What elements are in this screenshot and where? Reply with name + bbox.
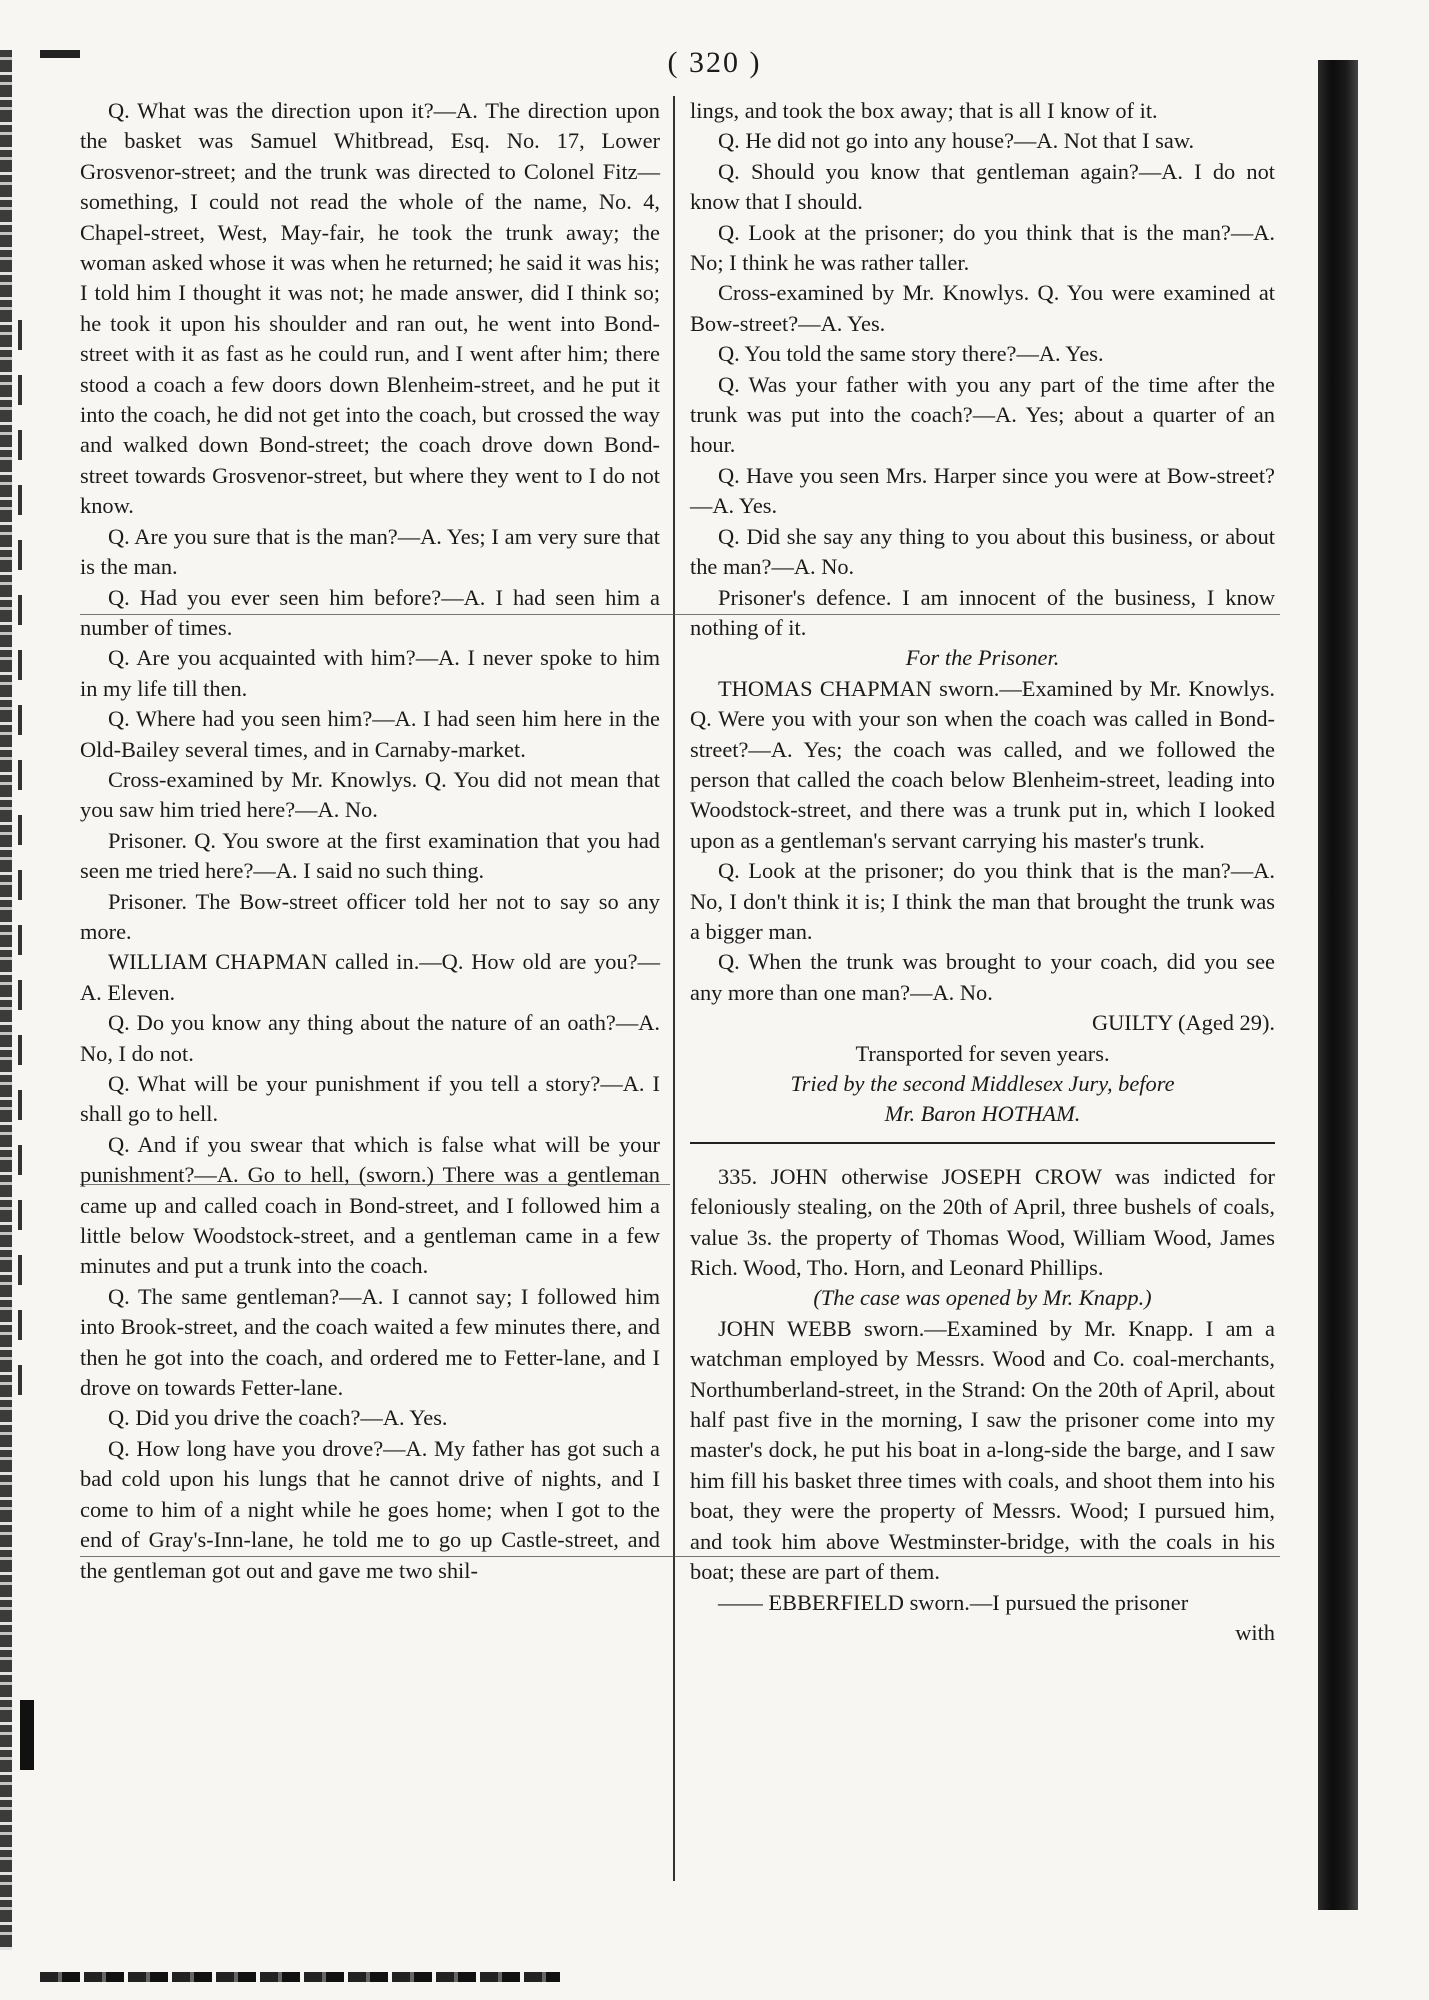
paragraph: Q. Do you know any thing about the nature of an oath?—A. No, I do not. bbox=[80, 1010, 660, 1066]
paragraph: Q. He did not go into any house?—A. Not that I saw. bbox=[718, 128, 1195, 154]
paragraph: Q. Did she say any thing to you about this business, or about the man?—A. No. bbox=[690, 523, 1275, 580]
paragraph: —— EBBERFIELD sworn.—I pursued the prisoner bbox=[718, 1589, 1189, 1615]
paragraph: Q. Have you seen Mrs. Harper since you were at Bow-street?—A. Yes. bbox=[690, 462, 1275, 519]
left-column bbox=[80, 96, 660, 1586]
paragraph: Q. How long have you drove?—A. My father has got such a bad cold upon his lungs that he cannot drive of nights, and I come to him of a night while he goes home; when I got to the end of Gray's-Inn-lane, he told me to go up Castle-street, and the gentleman got out and gave me two shil- bbox=[80, 1435, 660, 1583]
paragraph: Q. Had you ever seen him before?—A. I had seen him a number of times. bbox=[80, 584, 660, 640]
paragraph: Cross-examined by Mr. Knowlys. Q. You did not mean that you saw him tried here?—A. No. bbox=[80, 766, 660, 823]
paragraph: Cross-examined by Mr. Knowlys. Q. You were examined at Bow-street?—A. Yes. bbox=[690, 280, 1275, 336]
paragraph: WILLIAM CHAPMAN called in.—Q. How old are you?—A. Eleven. bbox=[80, 949, 660, 1005]
paragraph: Q. The same gentleman?—A. I cannot say; I followed him into Brook-street, and the coach waited a few minutes there, and then he got into the coach, and ordered me to Fetter-lane, and I drove on towards Fetter-lane. bbox=[80, 1283, 660, 1401]
section-heading: For the Prisoner. bbox=[905, 645, 1060, 671]
paragraph: Prisoner. The Bow-street officer told her not to say so any more. bbox=[80, 888, 660, 944]
case-heading: 335. JOHN otherwise JOSEPH CROW was indicted for feloniously stealing, on the 20th of April, three bushels of coals, value 3s. the property of Thomas Wood, William Wood, James Rich. Wood, Tho. Horn, and Leonard Phillips. bbox=[690, 1163, 1275, 1281]
paragraph: Prisoner. Q. You swore at the first examination that you had seen me tried here?—A. I said no such thing. bbox=[80, 827, 660, 884]
paragraph: Q. You told the same story there?—A. Yes. bbox=[718, 341, 1104, 367]
paragraph: Q. What will be your punishment if you tell a story?—A. I shall go to hell. bbox=[80, 1071, 660, 1127]
scan-edge-left bbox=[0, 50, 12, 1950]
scan-edge-artifact bbox=[18, 320, 22, 1420]
page-number: ( 320 ) bbox=[667, 46, 762, 79]
sentence: Transported for seven years. bbox=[855, 1040, 1110, 1066]
paragraph: Q. When the trunk was brought to your coach, did you see any more than one man?—A. No. bbox=[690, 949, 1275, 1005]
paragraph: Q. Should you know that gentleman again?—A. I do not know that I should. bbox=[690, 158, 1275, 215]
paragraph: JOHN WEBB sworn.—Examined by Mr. Knapp. I am a watchman employed by Messrs. Wood and Co. coal-merchants, Northumberland-street, in the Strand: On the 20th of April, about half past five in the morning, I saw the prisoner come into my master's dock, he put his boat in a-long-side the barge, and I saw him fill his basket three times with coals, and shoot them into his boat, they were the property of Messrs. Wood; I pursued him, and took him above Westminster-bridge, with the coals in his boat; these are part of them. bbox=[690, 1315, 1275, 1585]
paragraph-continuation: lings, and took the box away; that is all I know of it. bbox=[690, 98, 1158, 123]
paragraph: Q. Look at the prisoner; do you think that is the man?—A. No, I don't think it is; I think the man that brought the trunk was a bigger man. bbox=[690, 858, 1275, 944]
tried-by: Tried by the second Middlesex Jury, before bbox=[790, 1071, 1175, 1096]
paragraph: Q. What was the direction upon it?—A. The direction upon the basket was Samuel Whitbread, Esq. No. 17, Lower Grosvenor-street; and the trunk was directed to Colonel Fitz— something, I could not read the whole of the name, No. 4, Chapel-street, West, May-fair, he took the trunk away; the woman asked whose it was when he returned; he said it was his; I told him I thought it was not; he made answer, did I think so; he took it upon his shoulder and ran out, he went into Bond-street with it as fast as he could run, and I went after him; there stood a coach a few doors down Blenheim-street, and he put it into the coach, he did not get into the coach, but crossed the way and walked down Bond-street; the coach drove down Bond-street towards Grosvenor-street, but where they went to I do not know. bbox=[80, 98, 660, 519]
scan-mark-bottom bbox=[20, 1700, 34, 1770]
paragraph: Q. Where had you seen him?—A. I had seen him here in the Old-Bailey several times, and in Carnaby-market. bbox=[80, 706, 660, 762]
case-note: (The case was opened by Mr. Knapp.) bbox=[813, 1285, 1152, 1311]
catchword: with bbox=[1235, 1619, 1275, 1645]
verdict: GUILTY (Aged 29). bbox=[1091, 1010, 1275, 1036]
right-column bbox=[690, 96, 1275, 1648]
scan-bottom-strip bbox=[40, 1972, 560, 1982]
paragraph: Q. Are you acquainted with him?—A. I never spoke to him in my life till then. bbox=[80, 645, 660, 701]
paragraph: Q. And if you swear that which is false what will be your punishment?—A. Go to hell, (sworn.) There was a gentleman came up and called coach in Bond-street, and I followed him a little below Woodstock-street, and a gentleman came in a few minutes and put a trunk into the coach. bbox=[80, 1131, 660, 1279]
paragraph: Q. Are you sure that is the man?—A. Yes; I am very sure that is the man. bbox=[80, 523, 660, 580]
case-divider bbox=[690, 1142, 1275, 1144]
tried-by-judge: Mr. Baron HOTHAM. bbox=[884, 1101, 1081, 1127]
paragraph: Q. Look at the prisoner; do you think that is the man?—A. No; I think he was rather taller. bbox=[690, 219, 1275, 276]
paragraph: THOMAS CHAPMAN sworn.—Examined by Mr. Knowlys. Q. Were you with your son when the coach was called in Bond-street?—A. Yes; the coach was called, and we followed the person that called the coach below Blenheim-street, leading into Woodstock-street, and there was a trunk put in, which I looked upon as a gentleman's servant carrying his master's trunk. bbox=[690, 675, 1275, 853]
paragraph: Q. Did you drive the coach?—A. Yes. bbox=[108, 1405, 448, 1431]
scan-edge-right bbox=[1318, 60, 1358, 1910]
column-divider bbox=[673, 96, 675, 1881]
paragraph: Q. Was your father with you any part of the time after the trunk was put into the coach?—A. Yes; about a quarter of an hour. bbox=[690, 371, 1275, 458]
paragraph: Prisoner's defence. I am innocent of the business, I know nothing of it. bbox=[690, 584, 1275, 640]
